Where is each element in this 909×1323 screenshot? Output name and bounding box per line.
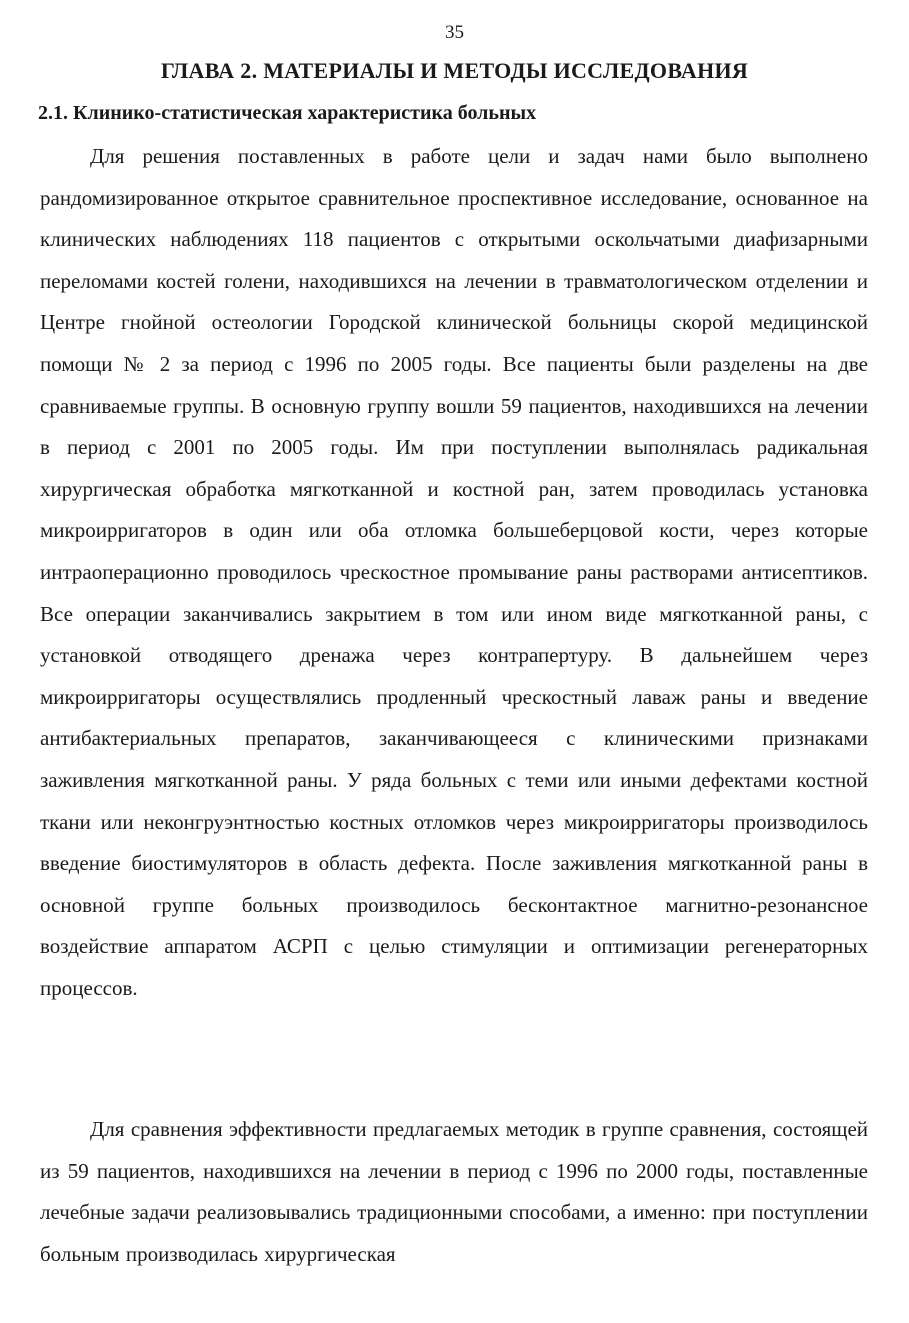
chapter-title: ГЛАВА 2. МАТЕРИАЛЫ И МЕТОДЫ ИССЛЕДОВАНИЯ — [160, 58, 749, 83]
paragraph-1: Для решения поставленных в работе цели и задач нами было выполнено рандомизированное открытое сравнительное проспективное исследование, основанное на клинических наблюдениях 118 пациентов с открытыми оскольчатыми диафизарными переломами костей голени, находившихся на лечении в травматологическом отделении и Центре гнойной остеологии Городской клинической больницы скорой медицинской помощи № 2 за период с 1996 по 2005 годы. Все пациенты были разделены на две сравниваемые группы. В основную группу вошли 59 пациентов, находившихся на лечении в период с 2001 по 2005 годы. Им при поступлении выполнялась радикальная хирургическая обработка мягкотканной и костной ран, затем проводилась установка микроирригаторов в один или оба отломка большеберцовой кости, через которые интраоперационно проводилось чрескостное промывание раны растворами антисептиков. Все операции заканчивались закрытием в том или ином виде мягкотканной раны, с установкой отводящего дренажа через контрапертуру. В дальнейшем через микроирригаторы осуществлялись продленный чрескостный лаваж раны и введение антибактериальных препаратов, заканчивающееся с клиническими признаками заживления мягкотканной раны. У ряда больных с теми или иными дефектами костной ткани или неконгруэнтностью костных отломков через микроирригаторы производилось введение биостимуляторов в область дефекта. После заживления мягкотканной раны в основной группе больных производилось бесконтактное магнитно-резонансное воздействие аппаратом АСРП с целью стимуляции и оптимизации регенераторных процессов. — [40, 144, 868, 1000]
section-title: 2.1. Клинико-статистическая характеристика больных — [38, 102, 537, 124]
paragraph-2: Для сравнения эффективности предлагаемых методик в группе сравнения, состоящей из 59 пациентов, находившихся на лечении в период с 1996 по 2000 годы, поставленные лечебные задачи реализовывались традиционными способами, а именно: при поступлении больным производилась хирургическая — [40, 1117, 868, 1266]
page-number: 35 — [445, 22, 464, 43]
